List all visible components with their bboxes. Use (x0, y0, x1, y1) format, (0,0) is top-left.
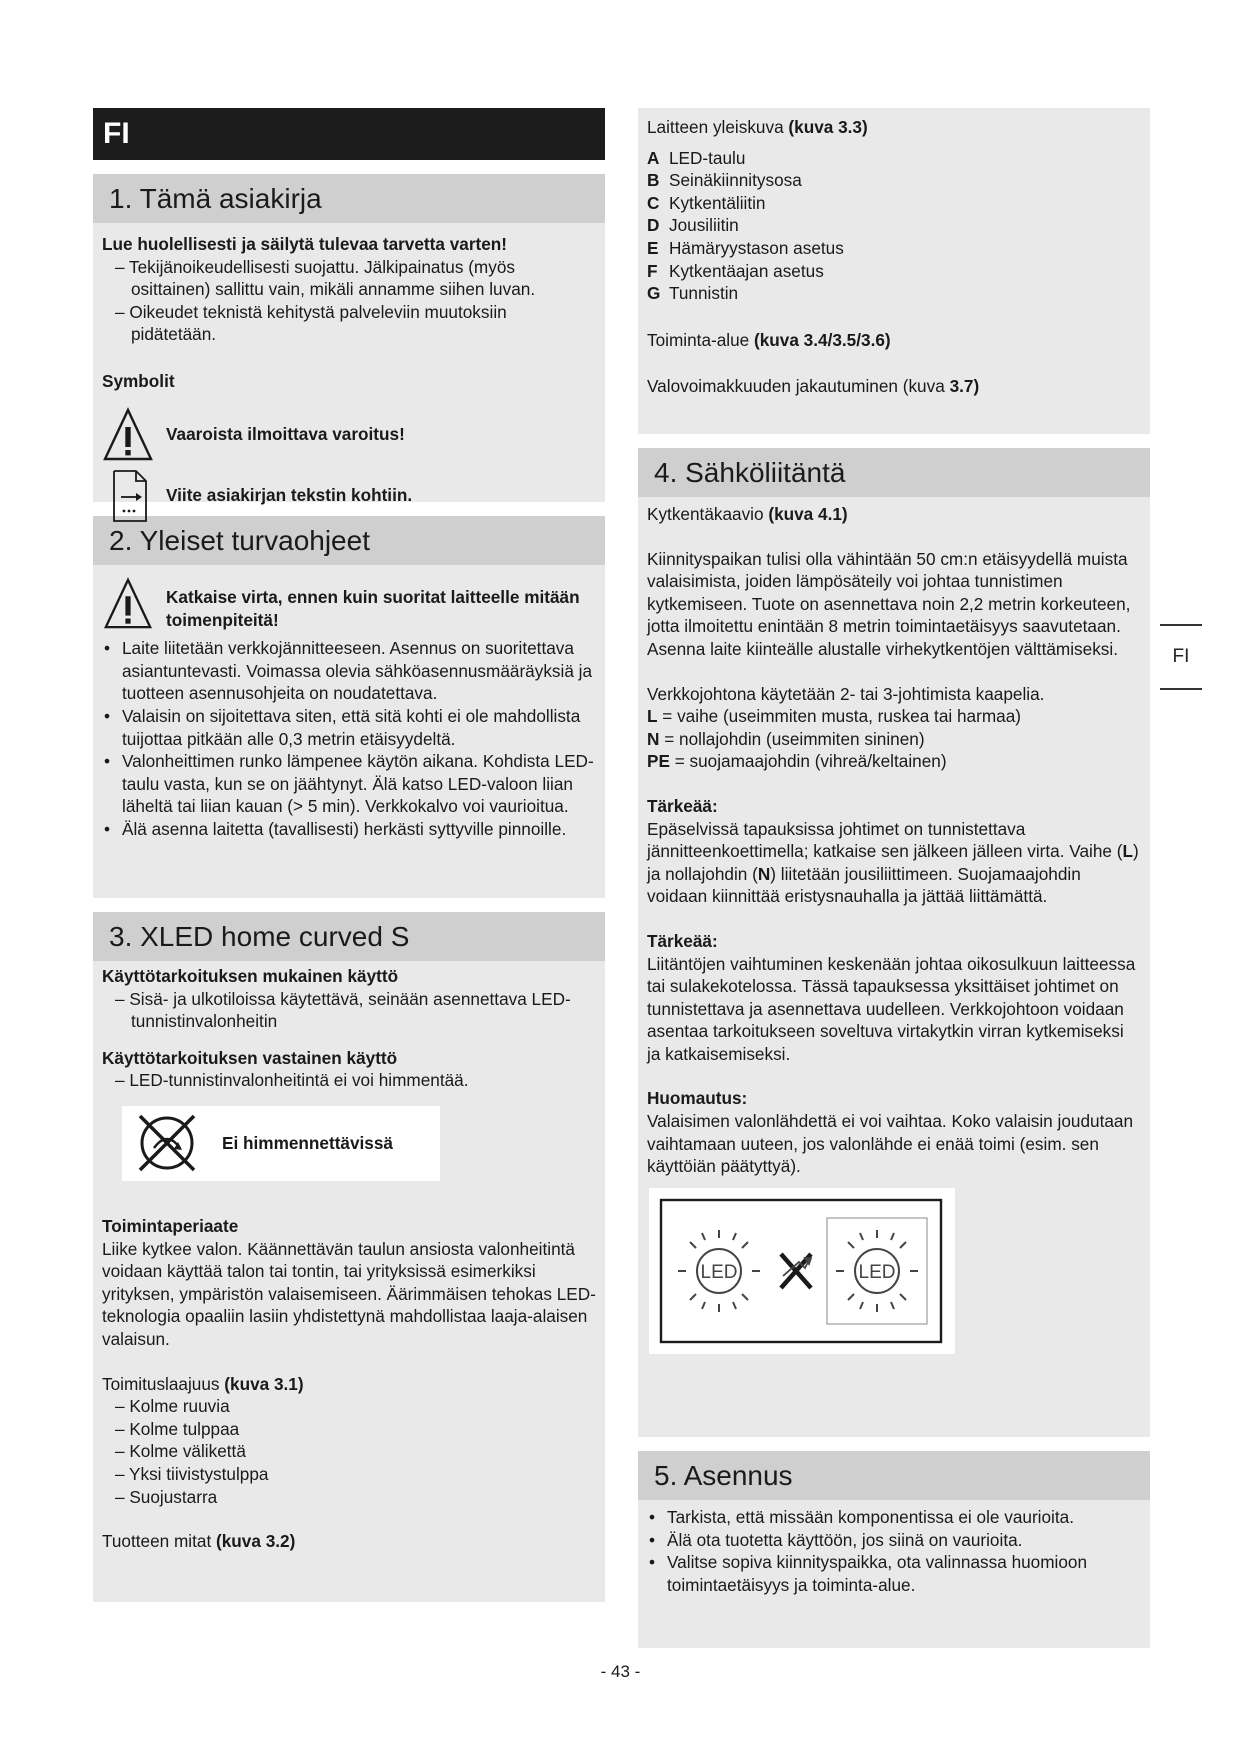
section-2-title: 2. Yleiset turvaohjeet (93, 516, 605, 565)
part-item: G Tunnistin (647, 283, 739, 304)
note-label: Huomautus: (647, 1088, 748, 1109)
scope-item: – Kolme ruuvia (115, 1396, 230, 1417)
dims-ref: (kuva 3.2) (216, 1531, 296, 1552)
intended-use-label: Käyttötarkoituksen mukainen käyttö (102, 966, 399, 986)
reference-symbol-text: Viite asiakirjan tekstin kohtiin. (166, 485, 413, 506)
scope-item: – Yksi tiivistystulppa (115, 1463, 269, 1484)
safety-bullet: • Valaisin on sijoitettava siten, että sitä kohti ei ole mahdollista tuijottaa pitkään alle 0,3 metrin etäisyydeltä. (102, 705, 596, 750)
part-item: C Kytkentäliitin (647, 192, 766, 213)
rights-item: – Oikeudet teknistä kehitystä palveleviin muutoksiin pidätetään. (115, 301, 507, 345)
mounting-text: Kiinnityspaikan tulisi olla vähintään 50 cm:n etäisyydellä muista valaisimista, joiden lämpösäteily voi johtaa tunnistimen kytkemiseen. Tuote on asennettava noin 2,2 metrin korkeuteen, jotta ilmoitettu enintään 8 metrin toimintaetäisyys saavutetaan. Asenna laite kiinteälle alustalle virhekytkentöjen välttämiseksi. (647, 548, 1131, 659)
dims-label: Tuotteen mitat (102, 1531, 212, 1552)
part-item: E Hämäryystason asetus (647, 237, 844, 258)
scope-item: – Kolme välikettä (115, 1441, 246, 1462)
install-bullet: • Tarkista, että missään komponentissa ei ole vaurioita. (647, 1506, 1141, 1529)
cable-text: Verkkojohtona käytetään 2- tai 3-johtimista kaapelia. (647, 683, 1045, 704)
warning-symbol-row (102, 407, 596, 463)
page-number: - 43 - (600, 1662, 641, 1681)
overview-line (647, 116, 1141, 139)
led-label-right: LED (858, 1261, 896, 1283)
range-ref: (kuva 3.4/3.5/3.6) (754, 329, 891, 350)
section-5-title: 5. Asennus (638, 1451, 1150, 1500)
warning-triangle-icon (102, 407, 154, 463)
power-off-warning (102, 577, 596, 631)
led-label-left: LED (700, 1261, 738, 1283)
section-3-continued (638, 108, 1150, 434)
scope-item: – Suojustarra (115, 1486, 218, 1507)
scope-item: – Kolme tulppaa (115, 1418, 240, 1439)
intended-use-item: – Sisä- ja ulkotiloissa käytettävä, seinään asennettava LED-tunnistinvalonheitin (115, 988, 571, 1032)
section-2 (93, 516, 605, 898)
important-2-text: Liitäntöjen vaihtuminen keskenään johtaa oikosulkuun laitteessa tai sulakekotelossa. Tässä tapauksessa yksittäiset johtimet on tunnistettava ja asennettava uudelleen. Verkkojohtoon voidaan asentaa tarkoitukseen soveltuva virtakytkin virran kytkemiseksi ja katkaisemiseksi. (647, 953, 1136, 1064)
diagram-line (647, 503, 1141, 526)
part-item: A LED-taulu (647, 147, 746, 168)
section-1-title: 1. Tämä asiakirja (93, 174, 605, 223)
section-3 (93, 912, 605, 1602)
symbols-label: Symbolit (102, 370, 175, 391)
section-4 (638, 448, 1150, 1437)
left-column (93, 108, 605, 1602)
right-column (638, 108, 1150, 1648)
overview-ref: (kuva 3.3) (788, 117, 868, 137)
overview-label: Laitteen yleiskuva (647, 117, 784, 137)
not-dimmable-label: Ei himmennettävissä (222, 1133, 393, 1154)
distribution-line (647, 375, 1141, 398)
install-bullet: • Valitse sopiva kiinnityspaikka, ota valinnassa huomioon toimintaetäisyys ja toiminta-alue. (647, 1551, 1141, 1596)
warning-triangle-icon (102, 577, 154, 631)
range-label: Toiminta-alue (647, 329, 750, 350)
led-not-replaceable-figure (649, 1188, 955, 1354)
section-1 (93, 174, 605, 506)
part-item: D Jousiliitin (647, 215, 739, 236)
principle-text: Liike kytkee valon. Käännettävän taulun ansiosta valonheitintä voidaan käyttää talon tai tontin, tai yrityksissä esimerkiksi yrityksen, ympäristön valaisemiseen. Äärimmäisen tehokas LED-teknologia opaaliin lasiin yhdistettynä mahdollistaa laaja-alaisen valaisun. (102, 1238, 596, 1349)
power-off-warning-text: Katkaise virta, ennen kuin suoritat laitteelle mitään toimenpiteitä! (166, 587, 580, 630)
install-bullet: • Älä ota tuotetta käyttöön, jos siinä on vaurioita. (647, 1529, 1141, 1552)
range-line (647, 329, 1141, 352)
distribution-ref: 3.7) (949, 376, 980, 397)
wire-item: L = vaihe (useimmiten musta, ruskea tai harmaa) (647, 706, 1021, 727)
important-2-label: Tärkeää: (647, 930, 718, 951)
important-1-label: Tärkeää: (647, 795, 718, 816)
section-3-title: 3. XLED home curved S (93, 912, 605, 961)
section-4-title: 4. Sähköliitäntä (638, 448, 1150, 497)
wire-item: PE = suojamaajohdin (vihreä/keltainen) (647, 751, 947, 772)
warning-symbol-text: Vaaroista ilmoittava varoitus! (166, 424, 405, 445)
section-5 (638, 1451, 1150, 1648)
diagram-label: Kytkentäkaavio (647, 504, 764, 524)
distribution-label: Valovoimakkuuden jakautuminen (kuva (647, 376, 945, 397)
important-1-text: Epäselvissä tapauksissa johtimet on tunnistettava jännitteenkoettimella; katkaise sen jälkeen jälleen virta. Vaihe (L) ja nollajohdin (N) liitetään jousiliittimeen. Suojamaajohdin voidaan kiinnittää eristysnauhalla ja jättää liittämättä. (647, 818, 1139, 907)
safety-bullet: • Älä asenna laitetta (tavallisesti) herkästi syttyville pinnoille. (102, 818, 596, 841)
scope-line (102, 1373, 596, 1396)
scope-ref: (kuva 3.1) (224, 1373, 304, 1394)
improper-use-label: Käyttötarkoituksen vastainen käyttö (102, 1047, 398, 1068)
safety-bullet: • Valonheittimen runko lämpenee käytön aikana. Kohdista LED-taulu vasta, kun se on jäähtynyt. Älä katso LED-valoon liian läheltä tai liian kauan (> 5 min). Verkkokalvo voi vaurioitua. (102, 750, 596, 818)
parts-list (647, 147, 1141, 305)
not-dimmable-box (122, 1106, 440, 1181)
not-dimmable-icon (132, 1108, 202, 1178)
led-not-replaceable-diagram (649, 1188, 955, 1354)
dims-line (102, 1530, 596, 1553)
note-text: Valaisimen valonlähdettä ei voi vaihtaa. Koko valaisin joudutaan vaihtamaan uuteen, jos valonlähde ei enää toimi (esim. sen käyttöiän päätyttyä). (647, 1111, 1134, 1177)
scope-label: Toimituslaajuus (102, 1373, 220, 1394)
language-side-tab (1160, 624, 1202, 690)
part-item: F Kytkentäajan asetus (647, 260, 824, 281)
copyright-item: – Tekijänoikeudellisesti suojattu. Jälkipainatus (myös osittainen) sallittu vain, mikäli annamme siihen luvan. (115, 256, 536, 300)
safety-bullet: • Laite liitetään verkkojännitteeseen. Asennus on suoritettava asiantuntevasti. Voimassa olevia sähköasennusmääräyksiä ja tuotteen asennusohjeita on noudatettava. (102, 637, 596, 705)
language-header: FI (93, 108, 605, 160)
wire-item: N = nollajohdin (useimmiten sininen) (647, 728, 925, 749)
improper-use-item: – LED-tunnistinvalonheitintä ei voi himmentää. (115, 1070, 469, 1091)
part-item: B Seinäkiinnitysosa (647, 170, 802, 191)
diagram-ref: (kuva 4.1) (768, 504, 848, 524)
side-tab-label: FI (1172, 646, 1190, 667)
read-note: Lue huolellisesti ja säilytä tulevaa tarvetta varten! (102, 234, 508, 254)
principle-label: Toimintaperiaate (102, 1215, 239, 1236)
